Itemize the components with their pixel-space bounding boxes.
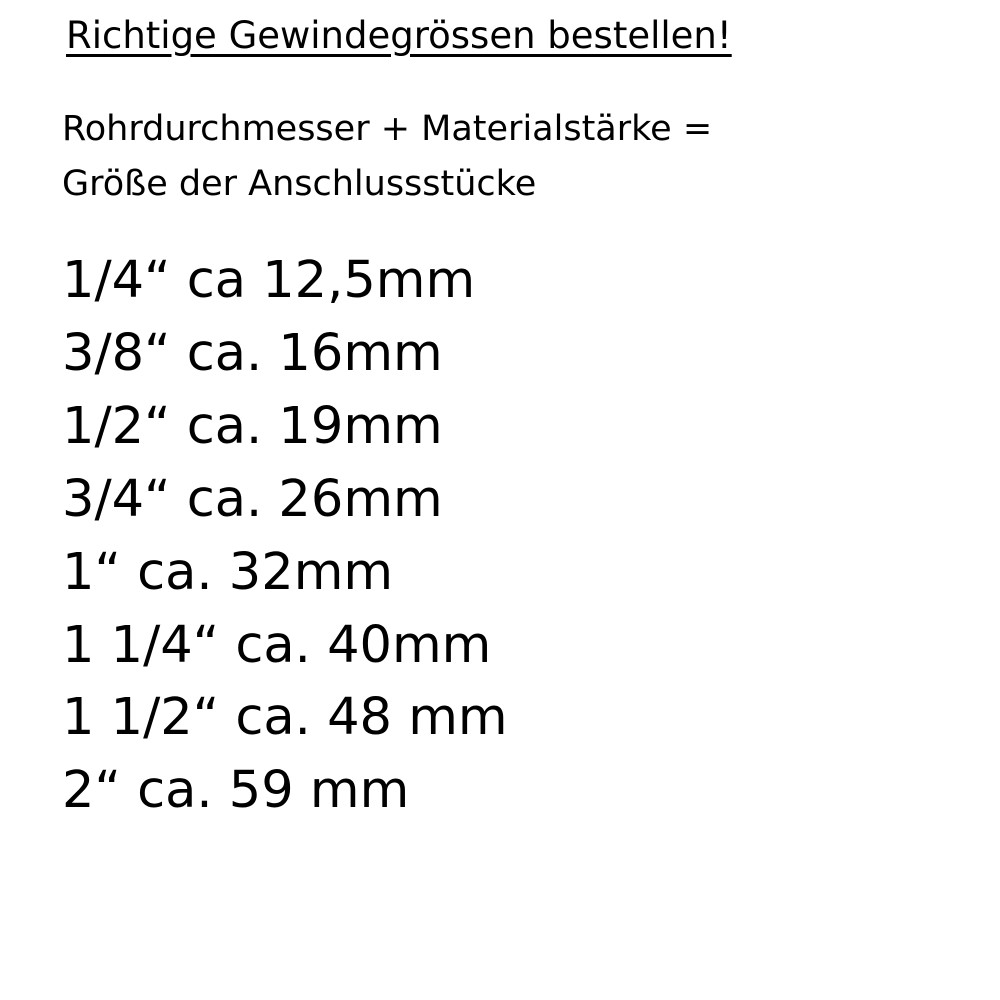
- list-item: 1/2“ ca. 19mm: [62, 396, 443, 456]
- list-item: 3/8“ ca. 16mm: [62, 323, 443, 383]
- page-title: Richtige Gewindegrössen bestellen!: [66, 14, 732, 57]
- list-item: 3/4“ ca. 26mm: [62, 469, 443, 529]
- formula-line-2: Größe der Anschlussstücke: [62, 163, 537, 204]
- size-list: [62, 245, 1000, 828]
- formula-line-1: Rohrdurchmesser + Materialstärke =: [62, 109, 713, 150]
- list-item: 2“ ca. 59 mm: [62, 761, 410, 821]
- formula-block: [62, 102, 942, 211]
- list-item: 1“ ca. 32mm: [62, 542, 394, 602]
- list-item: 1 1/2“ ca. 48 mm: [62, 688, 508, 748]
- list-item: 1/4“ ca 12,5mm: [62, 250, 476, 310]
- list-item: 1 1/4“ ca. 40mm: [62, 615, 492, 675]
